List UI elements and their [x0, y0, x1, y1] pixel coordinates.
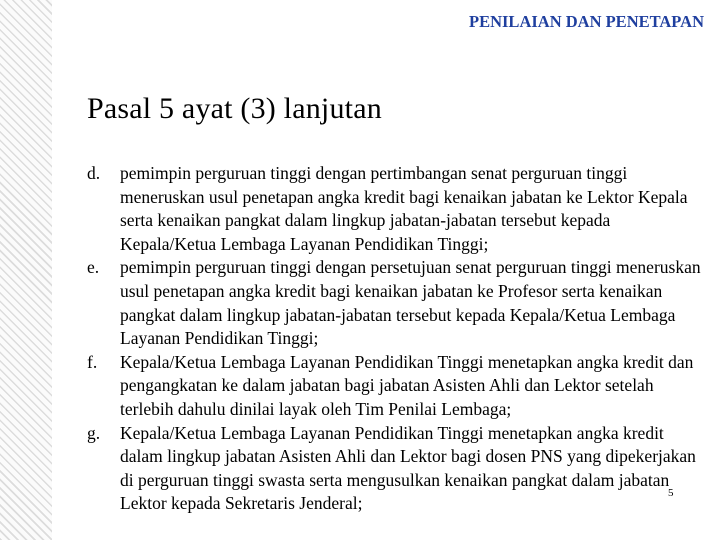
- list-item: [87, 351, 707, 422]
- list-item: [87, 422, 707, 516]
- list-item-text: pemimpin perguruan tinggi dengan persetujuan senat perguruan tinggi meneruskan usul penetapan angka kredit bagi kenaikan jabatan ke Profesor serta kenaikan pangkat dalam lingkup jabatan-jabatan tersebut kepada Kepala/Ketua Lembaga Layanan Pendidikan Tinggi;: [120, 257, 701, 349]
- list-item: [87, 162, 707, 256]
- list-item-marker: g.: [87, 422, 101, 443]
- list-item-text: pemimpin perguruan tinggi dengan pertimbangan senat perguruan tinggi meneruskan usul penetapan angka kredit bagi kenaikan jabatan ke Lektor Kepala serta kenaikan pangkat dalam lingkup jabatan-jabatan tersebut kepada Kepala/Ketua Lembaga Layanan Pendidikan Tinggi;: [120, 163, 688, 254]
- decorative-side-pattern: [0, 0, 52, 540]
- list-item-text: Kepala/Ketua Lembaga Layanan Pendidikan Tinggi menetapkan angka kredit dan pengangkatan ke dalam jabatan bagi jabatan Asisten Ahli dan Lektor setelah terlebih dahulu dinilai layak oleh Tim Penilai Lembaga;: [120, 351, 694, 419]
- slide-section-title: Pasal 5 ayat (3) lanjutan: [87, 92, 382, 125]
- list-item-marker: d.: [87, 163, 101, 183]
- list-item: [87, 256, 707, 350]
- article-item-list: [87, 162, 707, 516]
- slide-page-number: 5: [668, 487, 674, 499]
- list-item-marker: f.: [87, 351, 98, 372]
- list-item-text: Kepala/Ketua Lembaga Layanan Pendidikan Tinggi menetapkan angka kredit dalam lingkup jabatan Asisten Ahli dan Lektor bagi dosen PNS yang dipekerjakan di perguruan tinggi swasta serta mengusulkan kenaikan pangkat dalam jabatan Lektor kepada Sekretaris Jenderal;: [120, 422, 696, 514]
- slide-header-title: PENILAIAN DAN PENETAPAN: [469, 12, 704, 31]
- list-item-marker: e.: [87, 257, 100, 278]
